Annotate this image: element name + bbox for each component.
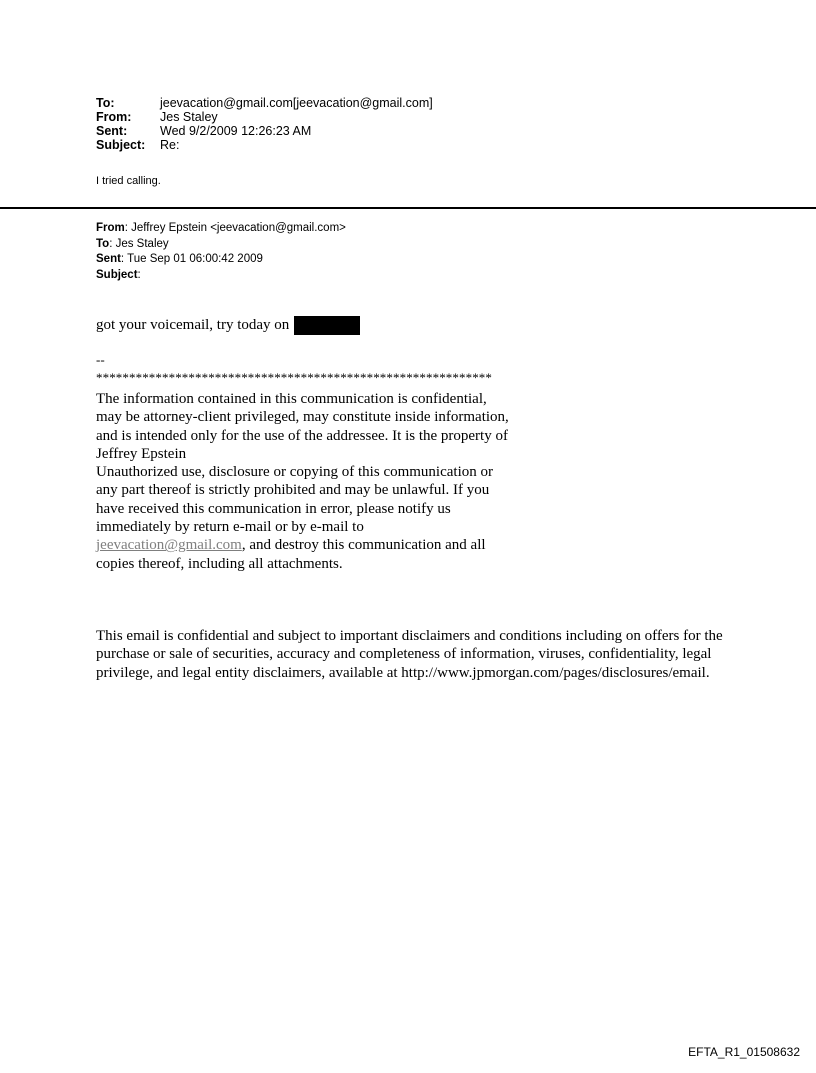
header-sent-row	[96, 124, 433, 138]
quoted-subject-value: :	[137, 268, 141, 281]
quoted-subject-row	[96, 268, 346, 284]
email-header	[96, 96, 433, 152]
quoted-header	[96, 221, 346, 283]
disclaimer-email-link[interactable]: jeevacation@gmail.com	[96, 537, 242, 554]
redaction-box	[294, 316, 360, 335]
quoted-subject-label: Subject	[96, 268, 138, 281]
sent-label: Sent:	[96, 124, 128, 138]
quoted-sent-value: : Tue Sep 01 06:00:42 2009	[120, 253, 263, 265]
quoted-from-label: From	[96, 222, 125, 234]
from-label: From:	[96, 110, 132, 124]
header-from-row	[96, 110, 433, 124]
quoted-body-text: got your voicemail, try today on	[96, 317, 290, 333]
to-value: jeevacation@gmail.com[jeevacation@gmail.com]	[160, 96, 433, 110]
quoted-body	[96, 316, 360, 335]
header-subject-row	[96, 138, 433, 152]
quoted-to-label: To	[96, 237, 110, 250]
jpm-disclaimer: This email is confidential and subject to important disclaimers and conditions including on offers for the purchase or sale of securities, accuracy and completeness of information, viruses, confidentiality, legal privilege, and legal entity disclaimers, available at http://www.jpmorgan.com/pages/disclosures/email.	[96, 628, 723, 681]
from-value: Jes Staley	[160, 110, 218, 124]
confidentiality-disclaimer	[96, 390, 516, 573]
to-label: To:	[96, 96, 115, 110]
quoted-from-row	[96, 221, 346, 237]
quoted-to-value: : Jes Staley	[109, 237, 169, 250]
disclaimer-part1: The information contained in this communication is confidential, may be attorney-client privileged, may constitute inside information, and is intended only for the use of the addressee. It is the property of	[96, 391, 509, 444]
quoted-sent-row	[96, 252, 346, 268]
disclaimer-part2: Unauthorized use, disclosure or copying of this communication or any part thereof is strictly prohibited and may be unlawful. If you have received this communication in error, please notify us immediately by return e-mail or by e-mail to	[96, 464, 493, 536]
signature-dashes: --	[96, 352, 105, 367]
quoted-to-row	[96, 237, 346, 253]
reply-body: I tried calling.	[96, 175, 161, 187]
separator-stars: ************************************************************	[96, 370, 492, 385]
sent-value: Wed 9/2/2009 12:26:23 AM	[160, 124, 312, 138]
quoted-sent-label: Sent	[96, 253, 121, 265]
document-id: EFTA_R1_01508632	[688, 1045, 800, 1059]
disclaimer-part3: , and destroy this communication and all copies thereof, including all attachments.	[96, 537, 486, 572]
header-to-row	[96, 96, 433, 110]
quoted-from-value: : Jeffrey Epstein <jeevacation@gmail.com>	[124, 222, 346, 234]
subject-label: Subject:	[96, 138, 146, 152]
disclaimer-owner: Jeffrey Epstein	[96, 445, 187, 462]
divider	[0, 207, 816, 209]
subject-value: Re:	[160, 138, 180, 152]
